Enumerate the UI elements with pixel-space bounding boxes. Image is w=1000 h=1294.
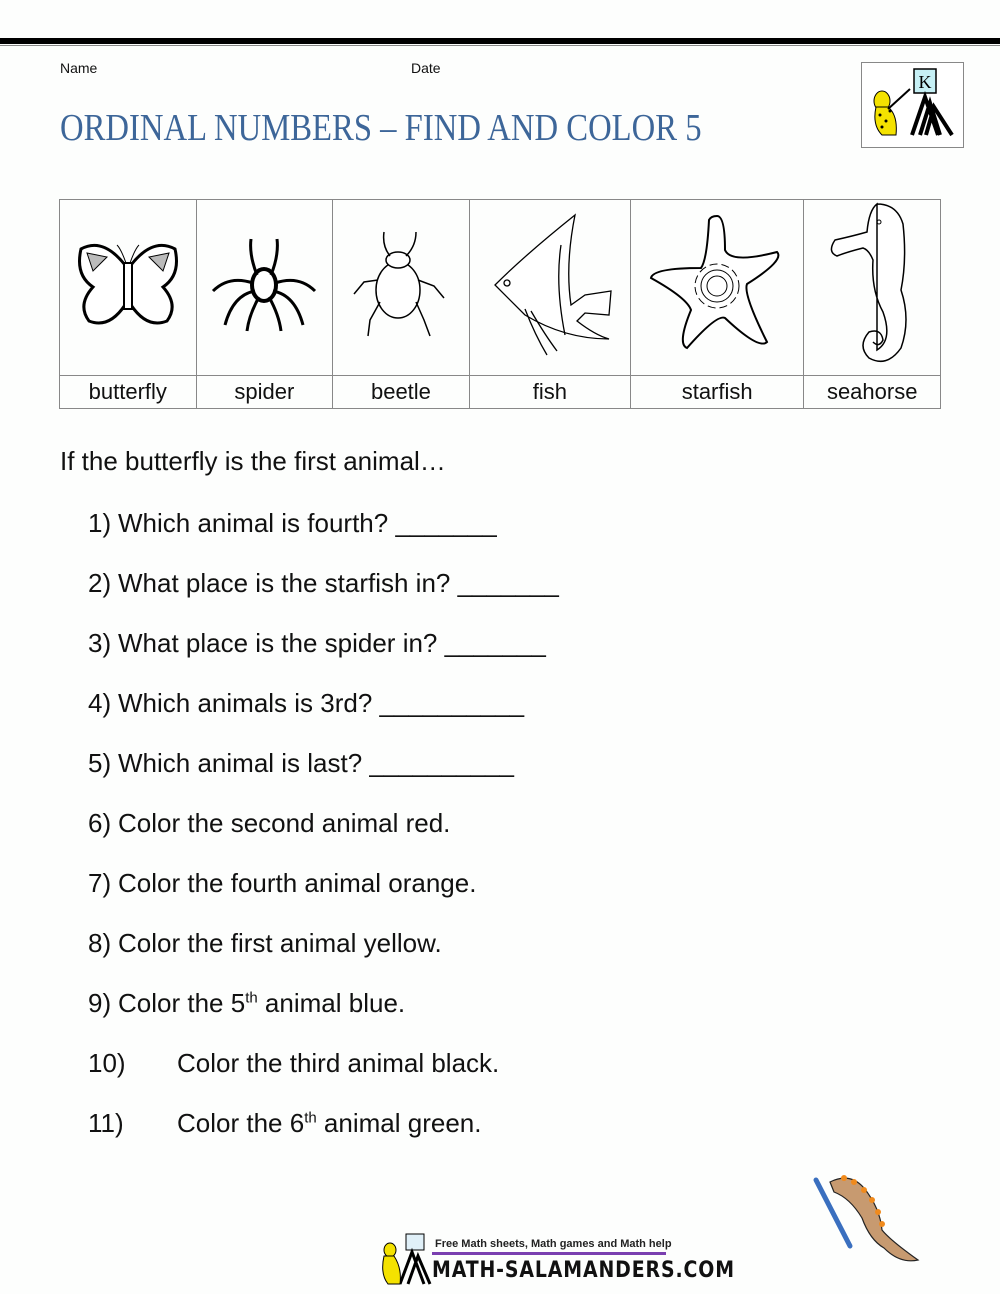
question-text: Color the third animal black. xyxy=(177,1048,500,1078)
question-number: 2) xyxy=(88,568,112,598)
question-text: What place is the starfish in? _______ xyxy=(118,568,559,598)
question-text: Which animal is fourth? _______ xyxy=(118,508,497,538)
question-text: Which animal is last? __________ xyxy=(118,748,515,778)
question-number: 9) xyxy=(88,988,112,1018)
question-number: 1) xyxy=(88,508,112,538)
name-label: Name xyxy=(60,60,98,76)
page-title: ORDINAL NUMBERS – FIND AND COLOR 5 xyxy=(60,107,702,149)
question-8 xyxy=(88,928,442,959)
question-number: 3) xyxy=(88,628,112,658)
question-4 xyxy=(88,688,524,719)
question-text: What place is the spider in? _______ xyxy=(118,628,546,658)
question-1 xyxy=(88,508,497,539)
question-3 xyxy=(88,628,546,659)
question-number: 5) xyxy=(88,748,112,778)
question-11 xyxy=(88,1108,481,1139)
starfish-icon xyxy=(647,210,787,360)
animal-label: spider xyxy=(196,376,333,409)
footer-tagline: Free Math sheets, Math games and Math help xyxy=(435,1238,672,1250)
question-2 xyxy=(88,568,559,599)
spider-icon xyxy=(209,235,319,335)
footer-site-name[interactable]: MATH-SALAMANDERS.COM xyxy=(432,1258,735,1283)
question-text-post: animal green. xyxy=(316,1108,482,1138)
question-text: Color the second animal red. xyxy=(118,808,451,838)
question-number: 6) xyxy=(88,808,112,838)
question-7 xyxy=(88,868,476,899)
date-label: Date xyxy=(411,60,441,76)
beetle-icon xyxy=(346,230,456,340)
question-number: 10) xyxy=(88,1048,126,1078)
question-text-pre: Color the 6 xyxy=(177,1108,305,1138)
question-number: 7) xyxy=(88,868,112,898)
animal-label: beetle xyxy=(333,376,470,409)
question-text-pre: Color the 5 xyxy=(118,988,246,1018)
animal-label: butterfly xyxy=(60,376,197,409)
salamander-easel-icon xyxy=(862,63,963,147)
question-text: Color the first animal yellow. xyxy=(118,928,442,958)
intro-text: If the butterfly is the first animal… xyxy=(60,446,446,476)
question-text: Color the fourth animal orange. xyxy=(118,868,477,898)
footer-salamander-icon xyxy=(378,1232,432,1286)
footer-divider xyxy=(432,1252,666,1255)
animal-cell-starfish xyxy=(630,200,803,376)
seahorse-icon xyxy=(817,200,927,370)
question-number: 4) xyxy=(88,688,112,718)
logo-letter: K xyxy=(918,72,932,92)
question-number: 8) xyxy=(88,928,112,958)
question-text: Which animals is 3rd? __________ xyxy=(118,688,525,718)
ordinal-suffix: th xyxy=(245,989,258,1007)
question-number: 11) xyxy=(88,1108,124,1138)
animal-label: fish xyxy=(469,376,630,409)
animal-table xyxy=(59,199,941,409)
question-5 xyxy=(88,748,514,779)
question-10 xyxy=(88,1048,499,1079)
animal-cell-beetle xyxy=(333,200,470,376)
animal-cell-spider xyxy=(196,200,333,376)
question-6 xyxy=(88,808,450,839)
butterfly-icon xyxy=(73,235,183,335)
ordinal-suffix: th xyxy=(304,1109,317,1127)
logo xyxy=(861,62,964,148)
animal-cell-seahorse xyxy=(804,200,941,376)
fish-icon xyxy=(485,205,615,365)
animal-label: starfish xyxy=(630,376,803,409)
salamander-pencil-icon xyxy=(810,1168,922,1268)
top-rule-thin xyxy=(0,45,1000,46)
animal-label: seahorse xyxy=(804,376,941,409)
animal-cell-butterfly xyxy=(60,200,197,376)
question-text-post: animal blue. xyxy=(257,988,406,1018)
top-rule xyxy=(0,38,1000,44)
animal-cell-fish xyxy=(469,200,630,376)
question-9 xyxy=(88,988,405,1019)
